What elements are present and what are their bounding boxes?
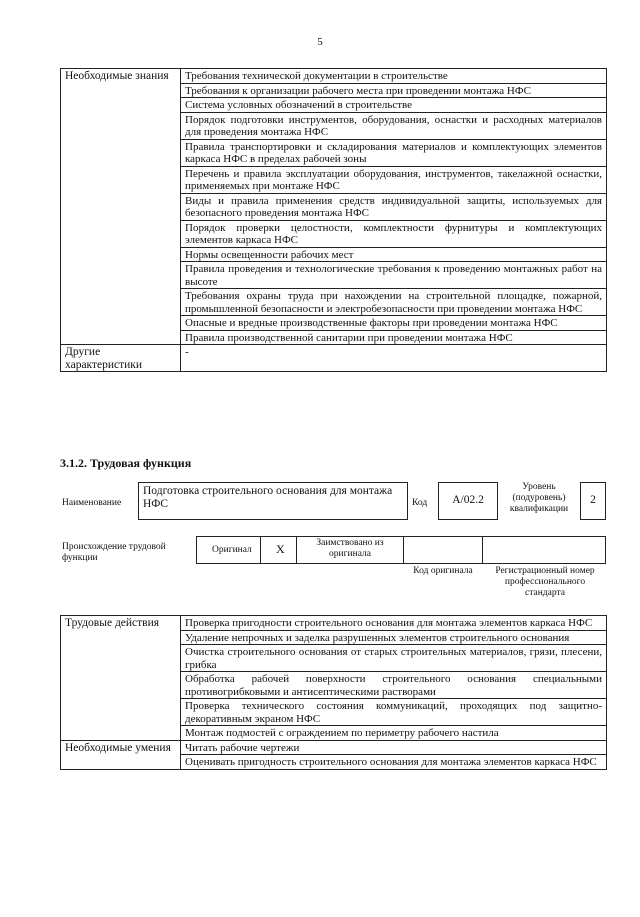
knowledge-item: Перечень и правила эксплуатации оборудования, инструментов, такелажной оснастки, применяемых при монтаже НФС [181,166,607,193]
knowledge-item: Требования к организации рабочего места при проведении монтажа НФС [181,83,607,98]
level-value: 2 [580,482,606,520]
knowledge-item: Правила производственной санитарии при проведении монтажа НФС [181,330,607,345]
action-item: Монтаж подмостей с ограждением по периметру рабочего настила [181,726,607,741]
knowledge-item: Нормы освещенности рабочих мест [181,247,607,262]
page-number: 5 [317,36,323,48]
other-value: - [181,345,607,372]
knowledge-item: Правила транспортировки и складирования материалов и комплектующих элементов каркаса НФС в пределах рабочей зоны [181,139,607,166]
action-item: Обработка рабочей поверхности строительного основания специальными противогрибковыми и антисептическими растворами [181,672,607,699]
code-label: Код [412,498,428,508]
table-row [61,740,607,755]
knowledge-item: Требования охраны труда при нахождении на строительной площадке, пожарной, промышленной безопасности и электробезопасности при проведении монтажа НФС [181,289,607,316]
skill-item: Оценивать пригодность строительного основания для монтажа элементов каркаса НФС [181,755,607,770]
level-label: Уровень (подуровень) квалификации [509,482,569,514]
action-item: Проверка технического состояния коммуникаций, проходящих под защитно-декоративным экраном НФС [181,699,607,726]
action-item: Проверка пригодности строительного основания для монтажа элементов каркаса НФС [181,616,607,631]
knowledge-item: Виды и правила применения средств индивидуальной защиты, используемых для безопасного проведения монтажа НФС [181,193,607,220]
action-item: Очистка строительного основания от старых строительных материалов, грязи, плесени, грибка [181,645,607,672]
actions-label: Трудовые действия [61,616,181,741]
table-row [61,345,607,372]
knowledge-table [60,68,607,372]
original-mark: X [276,542,285,556]
code-original-label: Код оригинала [413,566,473,576]
action-item: Удаление непрочных и заделка разрушенных элементов строительного основания [181,630,607,645]
origin-row [196,536,606,564]
skill-item: Читать рабочие чертежи [181,740,607,755]
table-row [61,69,607,84]
knowledge-item: Порядок проверки целостности, комплектности фурнитуры и комплектующих элементов каркаса НФС [181,220,607,247]
code-value: А/02.2 [438,482,498,520]
other-label: Другие характеристики [61,345,181,372]
knowledge-item: Опасные и вредные производственные факторы при проведении монтажа НФС [181,316,607,331]
knowledge-item: Порядок подготовки инструментов, оборудования, оснастки и расходных материалов для проведения монтажа НФС [181,112,607,139]
actions-table [60,615,607,770]
knowledge-item: Система условных обозначений в строительстве [181,98,607,113]
skills-label: Необходимые умения [61,740,181,769]
borrowed-label: Заимствовано из оригинала [316,538,384,559]
function-name: Подготовка строительного основания для монтажа НФС [138,482,408,520]
origin-label: Происхождение трудовой функции [62,542,166,563]
section-title: 3.1.2. Трудовая функция [60,456,192,470]
table-row [61,616,607,631]
reg-number-label: Регистрационный номер профессионального стандарта [495,566,595,598]
knowledge-item: Требования технической документации в строительстве [181,69,607,84]
original-label: Оригинал [212,545,252,555]
name-label: Наименование [62,498,122,508]
knowledge-label: Необходимые знания [61,69,181,345]
knowledge-item: Правила проведения и технологические требования к проведению монтажных работ на высоте [181,262,607,289]
